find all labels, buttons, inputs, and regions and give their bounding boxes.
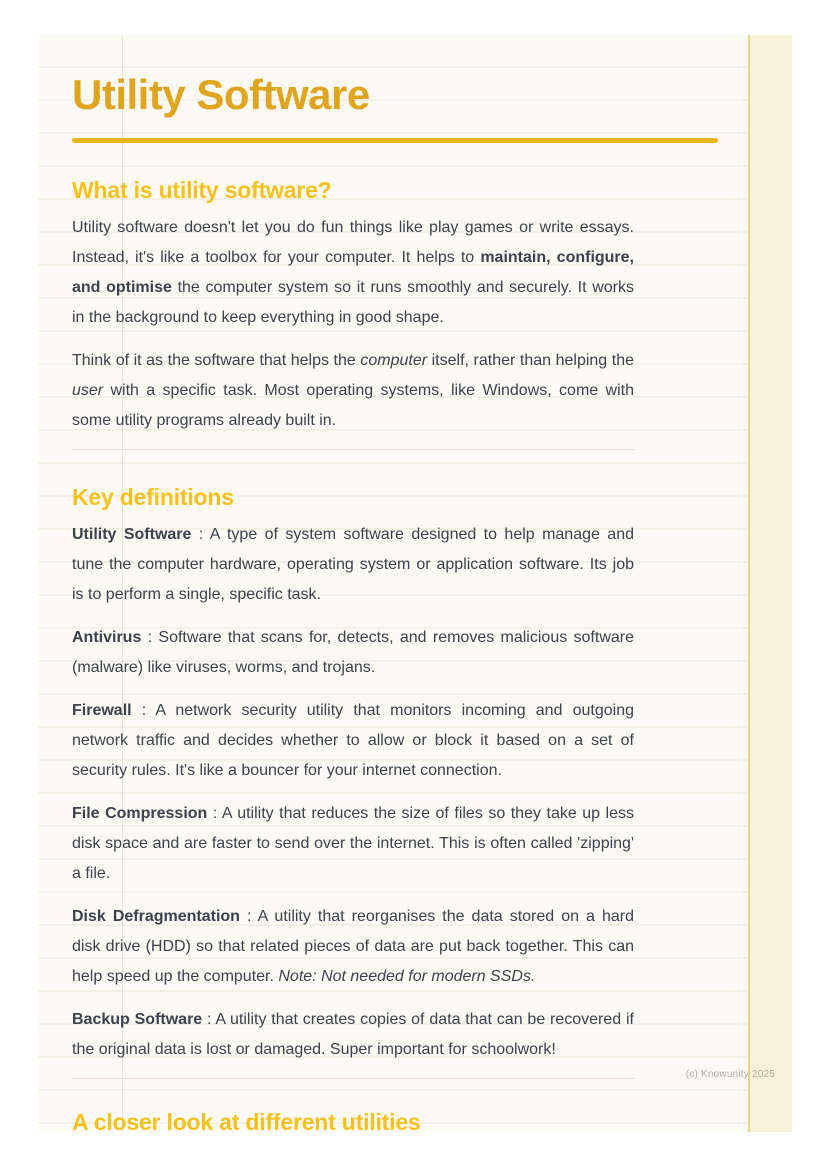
bold-text-run: Backup Software — [72, 1011, 203, 1028]
bold-text-run: Firewall — [72, 702, 132, 719]
paragraph-intro — [72, 213, 634, 333]
italic-text-run: user — [72, 382, 104, 399]
text-run: Utility software doesn't let you do fun things like play games or write essays. Instead, it's like a toolbox for your computer. It helps to — [72, 219, 634, 266]
definition-antivirus — [72, 623, 634, 683]
text-run: the computer system so it runs smoothly and securely. It works in the background to keep everything in good shape. — [72, 279, 634, 326]
section-divider-2 — [72, 1078, 634, 1079]
definition-utility-software — [72, 520, 634, 610]
bold-text-run: Disk Defragmentation — [72, 908, 240, 925]
margin-stripe — [748, 35, 792, 1132]
document-content — [72, 72, 722, 1145]
title-underline — [72, 138, 718, 143]
section-heading-key-definitions: Key definitions — [72, 484, 234, 510]
text-run: : A utility that creates copies of data that can be recovered if the original data is lost or damaged. Super important for schoolwork! — [72, 1011, 635, 1058]
definition-firewall — [72, 696, 634, 786]
footer-credit: (c) Knowunity 2025 — [685, 1069, 775, 1080]
paragraph-think-of-it — [72, 346, 634, 436]
bold-text-run: Antivirus — [72, 629, 142, 646]
italic-text-run: computer — [360, 352, 428, 369]
text-run: : A utility that reduces the size of files so they take up less disk space and are faster to send over the internet. This is often called 'zipping' a file. — [72, 805, 635, 882]
notes-card — [38, 35, 792, 1135]
text-run: with a specific task. Most operating systems, like Windows, come with some utility programs already built in. — [72, 382, 634, 429]
bold-text-run: File Compression — [72, 805, 208, 822]
definition-backup-software — [72, 1005, 634, 1065]
section-what-is-utility-software — [72, 177, 722, 436]
section-heading-what-is-utility-software: What is utility software? — [72, 177, 332, 203]
section-heading-closer-look: A closer look at different utilities — [72, 1109, 421, 1135]
section-key-definitions — [72, 484, 722, 1065]
bold-text-run: maintain, configure, and optimise — [72, 249, 634, 296]
text-run: : A type of system software designed to help manage and tune the computer hardware, operating system or application software. Its job is to perform a single, specific task. — [72, 526, 634, 603]
text-run: : Software that scans for, detects, and removes malicious software (malware) like viruses, worms, and trojans. — [72, 629, 634, 676]
text-run: Think of it as the software that helps the — [72, 352, 361, 369]
text-run: : A network security utility that monitors incoming and outgoing network traffic and decides whether to allow or block it based on a set of security rules. It's like a bouncer for your internet connection. — [72, 702, 634, 779]
section-divider-1 — [72, 449, 634, 450]
definition-file-compression — [72, 799, 634, 889]
italic-text-run: Note: Not needed for modern SSDs. — [278, 968, 536, 985]
section-closer-look — [72, 1109, 722, 1135]
bold-text-run: Utility Software — [72, 526, 192, 543]
text-run: : A utility that reorganises the data stored on a hard disk drive (HDD) so that related pieces of data are put back together. This can help speed up the computer. — [72, 908, 635, 985]
definition-disk-defragmentation — [72, 902, 634, 992]
text-run: itself, rather than helping the — [427, 352, 634, 369]
page-title: Utility Software — [72, 71, 370, 118]
